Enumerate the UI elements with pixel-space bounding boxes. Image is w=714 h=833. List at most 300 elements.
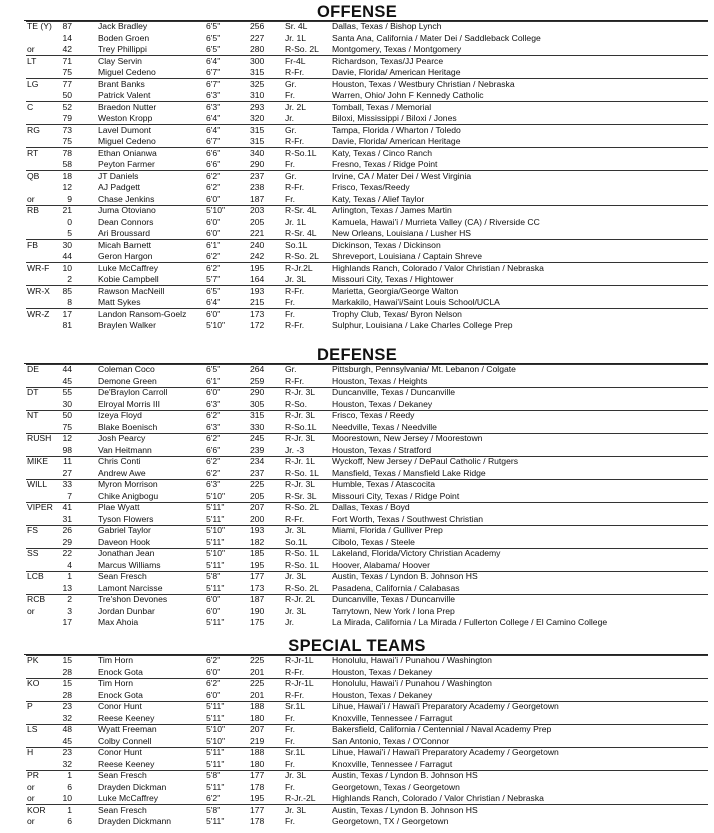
player-class: Jr. 3L: [285, 525, 307, 535]
roster-row: [0, 583, 714, 595]
player-class: R-Fr.: [285, 67, 305, 77]
jersey-number: 6: [67, 816, 72, 826]
position-label: RCB: [27, 594, 46, 604]
player-height: 5'10": [206, 490, 226, 501]
player-weight: 188: [250, 747, 265, 757]
roster-row: [0, 617, 714, 629]
roster-row: [0, 309, 714, 321]
player-name: Rawson MacNeill: [98, 285, 165, 296]
player-name: Luke McCaffrey: [98, 262, 159, 273]
player-name: Jordan Dunbar: [98, 605, 155, 616]
roster-row: [0, 759, 714, 771]
player-height: 6'0": [206, 216, 221, 227]
player-height: 6'3": [206, 90, 221, 100]
jersey-number: 85: [62, 285, 72, 296]
player-weight: 242: [250, 251, 265, 261]
player-weight: 320: [250, 113, 265, 123]
position-label: WR-F: [27, 262, 50, 273]
player-name: Daveon Hook: [98, 536, 151, 547]
jersey-number: 58: [62, 159, 72, 169]
player-height: 5'11": [206, 513, 225, 524]
player-hometown: Honolulu, Hawai'i / Punahou / Washington: [332, 678, 492, 688]
player-name: Conor Hunt: [98, 747, 142, 757]
player-name: Sean Fresch: [98, 770, 147, 780]
player-class: R-So. 2L: [285, 44, 319, 54]
player-class: R-So. 1L: [285, 467, 319, 478]
jersey-number: 75: [62, 67, 72, 77]
player-hometown: Davie, Florida/ American Heritage: [332, 136, 461, 146]
player-weight: 315: [250, 67, 265, 77]
roster-row: [0, 44, 714, 56]
player-name: Micah Barnett: [98, 239, 152, 250]
player-height: 6'3": [206, 479, 221, 489]
player-weight: 225: [250, 479, 265, 489]
player-weight: 225: [250, 655, 265, 665]
player-name: JT Daniels: [98, 170, 139, 181]
player-hometown: Knoxville, Tennessee / Farragut: [332, 712, 453, 723]
player-hometown: Markakilo, Hawai'i/Saint Louis School/UCLA: [332, 297, 500, 307]
roster-row: [0, 525, 714, 537]
player-name: Miguel Cedeno: [98, 136, 156, 146]
player-hometown: Houston, Texas / Stratford: [332, 444, 432, 455]
position-label: or: [27, 605, 35, 616]
player-class: R-Jr. 3L: [285, 410, 316, 420]
jersey-number: 77: [62, 78, 72, 89]
player-class: Jr. 1L: [285, 216, 307, 227]
player-name: Ari Broussard: [98, 228, 151, 238]
player-name: Coleman Coco: [98, 364, 155, 374]
roster-row: [0, 205, 714, 217]
player-weight: 193: [250, 525, 265, 535]
position-label: P: [27, 701, 33, 711]
position-label: MIKE: [27, 456, 49, 466]
player-weight: 201: [250, 689, 265, 700]
roster-row: [0, 445, 714, 457]
player-hometown: Duncanville, Texas / Duncanville: [332, 594, 456, 604]
player-hometown: Houston, Texas / Dekaney: [332, 689, 433, 700]
player-hometown: Frisco, Texas/Reedy: [332, 182, 410, 192]
jersey-number: 2: [67, 594, 72, 604]
player-hometown: Dallas, Texas / Boyd: [332, 502, 410, 512]
roster-row: [0, 514, 714, 526]
player-hometown: Austin, Texas / Lyndon B. Johnson HS: [332, 571, 478, 581]
player-class: So.1L: [285, 536, 308, 547]
player-class: Jr. -3: [285, 444, 305, 455]
player-class: Fr.: [285, 735, 296, 746]
jersey-number: 10: [62, 262, 72, 273]
roster-row: [0, 159, 714, 171]
player-weight: 188: [250, 701, 265, 711]
roster-row: [0, 537, 714, 549]
player-class: R-Jr. 2L: [285, 594, 316, 604]
player-weight: 325: [250, 78, 265, 89]
player-name: Elroyal Morris III: [98, 398, 161, 409]
position-label: LCB: [27, 571, 44, 581]
roster-row: [0, 410, 714, 422]
player-hometown: Highlands Ranch, Colorado / Valor Christian / Nebraska: [332, 262, 544, 273]
player-height: 5'10": [206, 205, 226, 215]
player-weight: 200: [250, 513, 265, 524]
player-weight: 201: [250, 666, 265, 677]
roster-row: [0, 667, 714, 679]
player-height: 5'11": [206, 816, 225, 826]
player-height: 5'7": [206, 274, 221, 284]
player-hometown: Wyckoff, New Jersey / DePaul Catholic / Rutgers: [332, 456, 519, 466]
player-height: 5'11": [206, 582, 225, 593]
player-name: Drayden Dickman: [98, 781, 167, 792]
jersey-number: 26: [62, 525, 72, 535]
position-label: or: [27, 793, 35, 803]
player-hometown: Houston, Texas / Heights: [332, 375, 428, 386]
jersey-number: 71: [62, 55, 72, 66]
player-height: 6'0": [206, 193, 221, 204]
player-weight: 237: [250, 467, 265, 478]
player-height: 5'11": [206, 758, 225, 769]
player-class: R-So. 1L: [285, 559, 319, 570]
player-weight: 182: [250, 536, 265, 547]
roster-row: [0, 90, 714, 102]
player-weight: 187: [250, 594, 265, 604]
player-class: Sr.1L: [285, 701, 306, 711]
roster-row: [0, 182, 714, 194]
roster-row: [0, 194, 714, 206]
jersey-number: 45: [62, 375, 72, 386]
player-name: Enock Gota: [98, 666, 143, 677]
position-label: NT: [27, 410, 39, 420]
player-class: R-Fr.: [285, 320, 305, 330]
player-height: 6'2": [206, 410, 221, 420]
player-class: R-Sr. 4L: [285, 205, 317, 215]
player-name: Chike Anigbogu: [98, 490, 159, 501]
defense-title: DEFENSE: [316, 346, 398, 364]
player-name: Reese Keeney: [98, 712, 155, 723]
player-name: Max Ahoia: [98, 617, 139, 627]
roster-row: [0, 724, 714, 736]
player-hometown: Dickinson, Texas / Dickinson: [332, 239, 441, 250]
player-weight: 178: [250, 816, 265, 826]
jersey-number: 55: [62, 387, 72, 397]
roster-row: [0, 171, 714, 183]
player-name: Luke McCaffrey: [98, 793, 159, 803]
player-height: 5'11": [206, 536, 225, 547]
player-class: R-Fr.: [285, 182, 305, 192]
player-height: 6'4": [206, 55, 221, 66]
jersey-number: 75: [62, 421, 72, 432]
player-name: Chase Jenkins: [98, 193, 155, 204]
player-weight: 185: [250, 548, 265, 558]
roster-row: [0, 21, 714, 33]
player-weight: 245: [250, 433, 265, 443]
player-weight: 315: [250, 136, 265, 146]
position-label: or: [27, 44, 35, 54]
player-name: Jonathan Jean: [98, 548, 155, 558]
player-height: 6'2": [206, 793, 221, 803]
player-weight: 164: [250, 274, 265, 284]
player-name: Colby Connell: [98, 735, 152, 746]
position-label: FB: [27, 239, 38, 250]
player-weight: 300: [250, 55, 265, 66]
roster-row: [0, 747, 714, 759]
player-class: Jr. 3L: [285, 770, 307, 780]
player-weight: 195: [250, 793, 265, 803]
player-hometown: Georgetown, TX / Georgetown: [332, 816, 449, 826]
player-height: 5'8": [206, 804, 221, 815]
player-height: 6'2": [206, 262, 221, 273]
jersey-number: 18: [62, 170, 72, 181]
jersey-number: 5: [67, 228, 72, 238]
player-height: 6'1": [206, 239, 221, 250]
jersey-number: 28: [62, 666, 72, 677]
special-teams-depth-chart: [0, 655, 714, 828]
roster-row: [0, 376, 714, 388]
player-class: R-So.: [285, 398, 307, 409]
jersey-number: 44: [62, 364, 72, 374]
jersey-number: 2: [67, 274, 72, 284]
roster-row: [0, 399, 714, 411]
player-class: R-Fr.: [285, 513, 305, 524]
jersey-number: 41: [62, 502, 72, 512]
roster-row: [0, 67, 714, 79]
jersey-number: 81: [62, 320, 72, 330]
player-hometown: Georgetown, Texas / Georgetown: [332, 781, 460, 792]
roster-row: [0, 79, 714, 91]
position-label: KOR: [27, 804, 46, 815]
jersey-number: 8: [67, 297, 72, 307]
player-height: 6'2": [206, 655, 221, 665]
player-class: Jr. 3L: [285, 571, 307, 581]
player-name: Juma Otoviano: [98, 205, 156, 215]
player-class: R-So. 2L: [285, 251, 319, 261]
player-height: 5'11": [206, 781, 225, 792]
position-label: PK: [27, 655, 39, 665]
jersey-number: 17: [62, 617, 72, 627]
position-label: or: [27, 781, 35, 792]
player-weight: 195: [250, 262, 265, 273]
jersey-number: 23: [62, 701, 72, 711]
position-label: SS: [27, 548, 39, 558]
roster-row: [0, 736, 714, 748]
player-height: 6'0": [206, 689, 221, 700]
jersey-number: 23: [62, 747, 72, 757]
roster-row: [0, 364, 714, 376]
player-height: 6'3": [206, 421, 221, 432]
jersey-number: 17: [62, 308, 72, 319]
player-name: Kobie Campbell: [98, 274, 159, 284]
position-label: DE: [27, 364, 39, 374]
player-weight: 259: [250, 375, 265, 386]
jersey-number: 13: [62, 582, 72, 593]
player-name: Josh Pearcy: [98, 433, 146, 443]
player-hometown: Mansfield, Texas / Mansfield Lake Ridge: [332, 467, 486, 478]
player-weight: 205: [250, 216, 265, 227]
roster-row: [0, 102, 714, 114]
roster-row: [0, 560, 714, 572]
player-name: AJ Padgett: [98, 182, 141, 192]
player-height: 5'8": [206, 770, 221, 780]
player-hometown: Lakeland, Florida/Victory Christian Academy: [332, 548, 501, 558]
player-class: Fr.: [285, 816, 296, 826]
jersey-number: 15: [62, 678, 72, 688]
player-class: Fr.: [285, 159, 296, 169]
player-hometown: Marietta, Georgia/George Walton: [332, 285, 459, 296]
player-weight: 175: [250, 617, 265, 627]
jersey-number: 50: [62, 410, 72, 420]
player-class: Gr.: [285, 78, 297, 89]
player-name: Weston Kropp: [98, 113, 153, 123]
player-name: Geron Hargon: [98, 251, 153, 261]
player-hometown: Frisco, Texas / Reedy: [332, 410, 415, 420]
player-hometown: Missouri City, Texas / Hightower: [332, 274, 454, 284]
roster-row: [0, 606, 714, 618]
player-class: So.1L: [285, 239, 308, 250]
player-hometown: Katy, Texas / Alief Taylor: [332, 193, 425, 204]
player-name: Van Heitmann: [98, 444, 152, 455]
player-name: De'Braylon Carroll: [98, 387, 168, 397]
player-hometown: Austin, Texas / Lyndon B. Johnson HS: [332, 770, 478, 780]
player-name: Brant Banks: [98, 78, 145, 89]
player-class: R-Fr.: [285, 136, 305, 146]
roster-row: [0, 136, 714, 148]
jersey-number: 7: [67, 490, 72, 501]
player-height: 6'2": [206, 170, 221, 181]
player-class: R-Jr-1L: [285, 678, 314, 688]
jersey-number: 11: [63, 456, 72, 466]
player-name: Tyson Flowers: [98, 513, 154, 524]
player-name: Gabriel Taylor: [98, 525, 151, 535]
jersey-number: 12: [62, 433, 72, 443]
player-hometown: Duncanville, Texas / Duncanville: [332, 387, 456, 397]
player-height: 6'5": [206, 364, 221, 374]
player-name: Patrick Valent: [98, 90, 151, 100]
player-name: Conor Hunt: [98, 701, 142, 711]
roster-row: [0, 456, 714, 468]
player-hometown: Irvine, CA / Mater Dei / West Virginia: [332, 170, 472, 181]
jersey-number: 1: [67, 571, 72, 581]
player-class: Jr. 3L: [285, 804, 307, 815]
jersey-number: 15: [62, 655, 72, 665]
player-hometown: Davie, Florida/ American Heritage: [332, 67, 461, 77]
player-height: 5'11": [206, 747, 225, 757]
roster-row: [0, 33, 714, 45]
player-name: Enock Gota: [98, 689, 143, 700]
player-height: 6'2": [206, 456, 221, 466]
jersey-number: 45: [62, 735, 72, 746]
player-weight: 187: [250, 193, 265, 204]
player-name: Peyton Farmer: [98, 159, 155, 169]
player-height: 6'5": [206, 285, 221, 296]
player-hometown: San Antonio, Texas / O'Connor: [332, 735, 450, 746]
player-hometown: Arlington, Texas / James Martin: [332, 205, 452, 215]
player-hometown: Needville, Texas / Needville: [332, 421, 437, 432]
player-height: 5'10": [206, 724, 226, 734]
player-height: 6'1": [206, 375, 221, 386]
roster-row: [0, 320, 714, 332]
player-hometown: Trophy Club, Texas/ Byron Nelson: [332, 308, 462, 319]
roster-row: [0, 713, 714, 725]
position-label: WR-Z: [27, 308, 50, 319]
player-class: R-Jr. 3L: [285, 479, 316, 489]
player-height: 6'7": [206, 78, 221, 89]
player-weight: 177: [250, 770, 265, 780]
roster-row: [0, 805, 714, 817]
player-name: Dean Connors: [98, 216, 154, 227]
position-label: WILL: [27, 479, 48, 489]
position-label: TE (Y): [27, 21, 52, 31]
position-label: or: [27, 193, 35, 204]
player-name: Izeya Floyd: [98, 410, 142, 420]
player-weight: 205: [250, 490, 265, 501]
player-height: 5'10": [206, 735, 226, 746]
player-name: Landon Ransom-Goelz: [98, 308, 187, 319]
player-weight: 227: [250, 32, 265, 43]
roster-row: [0, 113, 714, 125]
roster-row: [0, 148, 714, 160]
player-weight: 330: [250, 421, 265, 432]
player-class: R-Fr.: [285, 375, 305, 386]
player-height: 5'10": [206, 548, 226, 558]
special-teams-title: SPECIAL TEAMS: [288, 637, 426, 655]
jersey-number: 73: [62, 124, 72, 135]
position-label: KO: [27, 678, 40, 688]
player-hometown: Missouri City, Texas / Ridge Point: [332, 490, 460, 501]
roster-row: [0, 56, 714, 68]
jersey-number: 3: [67, 605, 72, 616]
player-weight: 225: [250, 678, 265, 688]
roster-row: [0, 251, 714, 263]
player-class: Fr-4L: [285, 55, 306, 66]
roster-row: [0, 655, 714, 667]
player-class: Fr.: [285, 90, 296, 100]
jersey-number: 98: [62, 444, 72, 455]
position-label: FS: [27, 525, 38, 535]
roster-row: [0, 240, 714, 252]
player-height: 5'8": [206, 571, 221, 581]
player-name: Drayden Dickmann: [98, 816, 172, 826]
player-height: 6'0": [206, 666, 221, 677]
player-hometown: Miami, Florida / Gulliver Prep: [332, 525, 443, 535]
jersey-number: 1: [67, 804, 72, 815]
roster-row: [0, 479, 714, 491]
player-hometown: Fresno, Texas / Ridge Point: [332, 159, 438, 169]
player-weight: 290: [250, 387, 265, 397]
roster-row: [0, 678, 714, 690]
player-height: 6'2": [206, 182, 221, 192]
player-hometown: Kamuela, Hawai'i / Murrieta Valley (CA) / Riverside CC: [332, 216, 540, 227]
player-height: 5'10": [206, 525, 226, 535]
player-name: Andrew Awe: [98, 467, 146, 478]
player-hometown: Austin, Texas / Lyndon B. Johnson HS: [332, 804, 478, 815]
jersey-number: 14: [62, 32, 72, 43]
player-weight: 256: [250, 21, 265, 31]
position-label: RT: [27, 147, 39, 158]
player-class: Fr.: [285, 297, 296, 307]
player-class: R-Jr. 3L: [285, 387, 316, 397]
player-weight: 180: [250, 712, 265, 723]
player-weight: 240: [250, 239, 265, 250]
player-hometown: Sulphur, Louisiana / Lake Charles College Prep: [332, 320, 513, 330]
player-class: Sr. 4L: [285, 21, 308, 31]
roster-row: [0, 387, 714, 399]
jersey-number: 29: [62, 536, 72, 547]
player-hometown: Katy, Texas / Cinco Ranch: [332, 147, 432, 158]
player-name: Lavel Dumont: [98, 124, 152, 135]
player-name: Tim Horn: [98, 655, 134, 665]
position-label: RG: [27, 124, 40, 135]
player-weight: 237: [250, 170, 265, 181]
jersey-number: 50: [62, 90, 72, 100]
position-label: DT: [27, 387, 39, 397]
player-hometown: Shreveport, Louisiana / Captain Shreve: [332, 251, 483, 261]
